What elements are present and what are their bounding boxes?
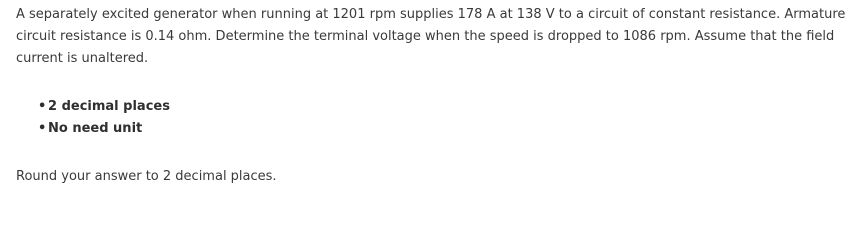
bullet-icon: • [38,121,47,136]
note-item [38,118,854,140]
note-text: 2 decimal places [48,99,170,114]
note-item [38,96,854,118]
question-text: A separately excited generator when running at 1201 rpm supplies 178 A at 138 V to a circuit of constant resistance. Armature circuit resistance is 0.14 ohm. Determine the terminal voltage when the speed is dropped to 1086 rpm. Assume that the field current is unaltered. [16,7,846,66]
answer-notes-list [16,96,854,140]
note-text: No need unit [48,121,143,136]
rounding-instruction: Round your answer to 2 decimal places. [16,169,277,184]
bullet-icon: • [38,99,47,114]
